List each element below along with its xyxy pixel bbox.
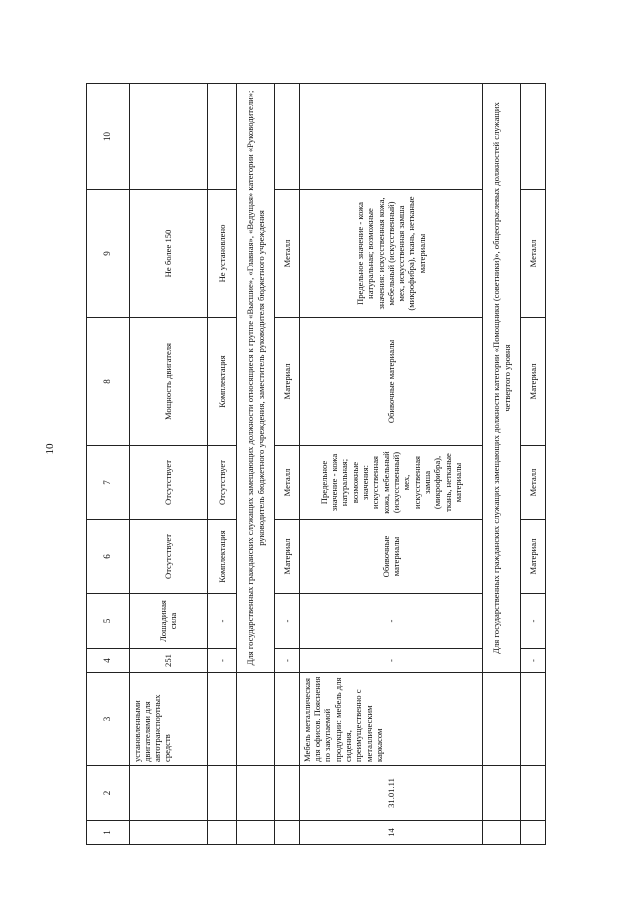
cell-value: Металл bbox=[521, 190, 546, 318]
cell-value: Отсутствует bbox=[129, 446, 207, 520]
cell-characteristic: Материал bbox=[275, 520, 300, 594]
cell-code bbox=[521, 766, 546, 821]
cell-code bbox=[207, 766, 236, 821]
rotated-table-wrapper bbox=[86, 85, 546, 845]
cell-justification bbox=[299, 84, 483, 190]
table-row-vehicle-kit bbox=[207, 84, 236, 845]
cell-value: Металл bbox=[275, 190, 300, 318]
cell-number bbox=[521, 821, 546, 845]
header-cell-4: 4 bbox=[87, 649, 130, 673]
cell-number bbox=[483, 821, 521, 845]
cell-value: Отсутствует bbox=[207, 446, 236, 520]
header-cell-10: 10 bbox=[87, 84, 130, 190]
section-heading-higher: Для государственных гражданских служащих замещающих должности относящиеся к группе «Высшие», «Главная», «Ведущая» категории «Руководители»; руководитель бюджетного учреждения, заместитель руководителя бюджетного учреждения bbox=[236, 84, 274, 673]
cell-unit: - bbox=[521, 594, 546, 649]
cell-value: Не более 150 bbox=[129, 190, 207, 318]
cell-okei-code: - bbox=[275, 649, 300, 673]
cell-characteristic: Обивочные материалы bbox=[299, 520, 483, 594]
table-header-row bbox=[87, 84, 130, 845]
cell-value: Металл bbox=[275, 446, 300, 520]
cell-characteristic: Материал bbox=[521, 520, 546, 594]
page-number: 10 bbox=[44, 443, 56, 455]
table-row-helpers-material bbox=[521, 84, 546, 845]
cell-code bbox=[275, 766, 300, 821]
cell-justification bbox=[521, 84, 546, 190]
cell-code bbox=[483, 766, 521, 821]
section-heading-helpers: Для государственных гражданских служащих замещающих должности категории «Помощники (советники)», общеотраслевых должностей служащих четвертого уровня bbox=[483, 84, 521, 673]
header-cell-5: 5 bbox=[87, 594, 130, 649]
table-row-furniture-material bbox=[275, 84, 300, 845]
cell-number bbox=[129, 821, 207, 845]
cell-number bbox=[207, 821, 236, 845]
cell-product-name bbox=[236, 673, 274, 766]
cell-characteristic: Материал bbox=[521, 318, 546, 446]
header-cell-6: 6 bbox=[87, 520, 130, 594]
cell-product-name bbox=[207, 673, 236, 766]
cell-code: 31.01.11 bbox=[299, 766, 483, 821]
cell-unit: Лошадиная сила bbox=[129, 594, 207, 649]
cell-code bbox=[236, 766, 274, 821]
cell-unit: - bbox=[207, 594, 236, 649]
cell-value: Предельное значение - кожа натуральная; возможные значения: искусственная кожа, мебельный (искусственный) мех, искусственная замша (микрофибра), ткань, нетканые материалы bbox=[299, 190, 483, 318]
cell-okei-code: - bbox=[299, 649, 483, 673]
cell-value: Не установлено bbox=[207, 190, 236, 318]
table-row-section-higher bbox=[236, 84, 274, 845]
cell-characteristic: Материал bbox=[275, 318, 300, 446]
cell-okei-code: - bbox=[521, 649, 546, 673]
cell-okei-code: - bbox=[207, 649, 236, 673]
cell-product-name bbox=[521, 673, 546, 766]
cell-value: Предельное значение - кожа натуральная; возможные значения: искусственная кожа, мебельный (искусственный) мех, искусственная замша (микрофибра), ткань, нетканые материалы bbox=[299, 446, 483, 520]
cell-characteristic: Отсутствует bbox=[129, 520, 207, 594]
cell-characteristic: Обивочные материалы bbox=[299, 318, 483, 446]
cell-product-name: Мебель металлическая для офисов. Пояснения по закупаемой продукции: мебель для сидения, преимущественно с металлическим каркасом bbox=[299, 673, 483, 766]
header-cell-1: 1 bbox=[87, 821, 130, 845]
cell-characteristic: Мощность двигателя bbox=[129, 318, 207, 446]
cell-number: 14 bbox=[299, 821, 483, 845]
table-row-vehicle-power bbox=[129, 84, 207, 845]
cell-product-name bbox=[483, 673, 521, 766]
cell-number bbox=[236, 821, 274, 845]
header-cell-2: 2 bbox=[87, 766, 130, 821]
cell-product-name: установленными двигателями для автотранспортных средств bbox=[129, 673, 207, 766]
cell-justification bbox=[129, 84, 207, 190]
cell-justification bbox=[207, 84, 236, 190]
header-cell-8: 8 bbox=[87, 318, 130, 446]
header-cell-7: 7 bbox=[87, 446, 130, 520]
header-cell-3: 3 bbox=[87, 673, 130, 766]
cell-value: Металл bbox=[521, 446, 546, 520]
cell-unit: - bbox=[275, 594, 300, 649]
cell-characteristic: Комплектация bbox=[207, 520, 236, 594]
cell-unit: - bbox=[299, 594, 483, 649]
cell-code bbox=[129, 766, 207, 821]
table-row-section-helpers bbox=[483, 84, 521, 845]
table-row-furniture-upholstery bbox=[299, 84, 483, 845]
cell-number bbox=[275, 821, 300, 845]
header-cell-9: 9 bbox=[87, 190, 130, 318]
product-requirements-table bbox=[86, 83, 546, 845]
cell-product-name bbox=[275, 673, 300, 766]
cell-okei-code: 251 bbox=[129, 649, 207, 673]
cell-justification bbox=[275, 84, 300, 190]
cell-characteristic: Комплектация bbox=[207, 318, 236, 446]
